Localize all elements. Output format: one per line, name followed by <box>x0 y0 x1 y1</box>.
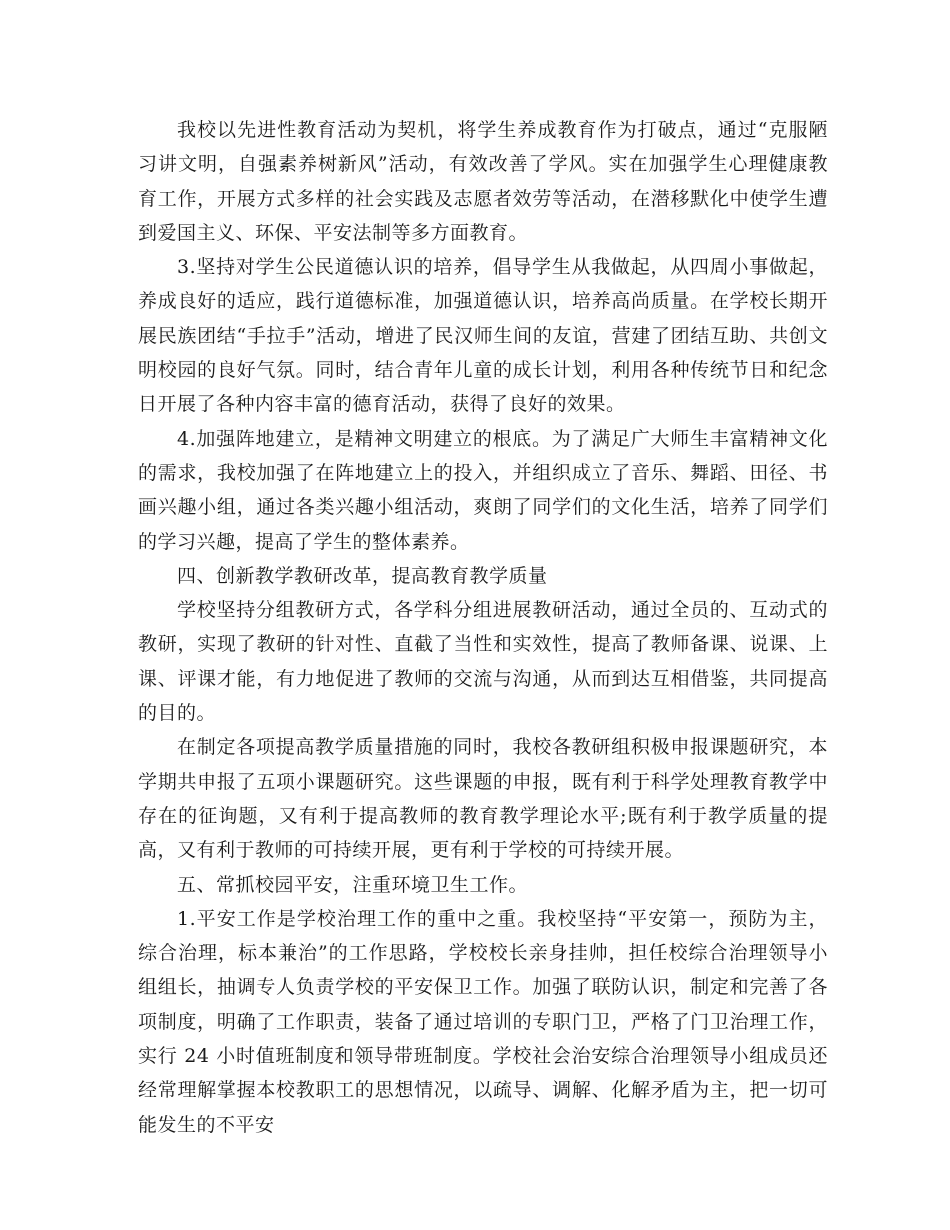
paragraph-group-research: 学校坚持分组教研方式，各学科分组进展教研活动，通过全员的、互动式的教研，实现了教研的针对性、直截了当性和实效性，提高了教师备课、说课、上课、评课才能，有力地促进了教师的交流与沟通，从而到达互相借鉴，共同提高的目的。 <box>138 599 828 725</box>
paragraph-research-topics: 在制定各项提高教学质量措施的同时，我校各教研组积极申报课题研究，本学期共申报了五项小课题研究。这些课题的申报，既有利于科学处理教育教学中存在的征询题，又有利于提高教师的教育教学理论水平;既有利于教学质量的提高，又有利于教师的可持续开展，更有利于学校的可持续开展。 <box>138 736 828 862</box>
paragraph-safety-work: 1.平安工作是学校治理工作的重中之重。我校坚持“平安第一，预防为主，综合治理，标本兼治”的工作思路，学校校长亲身挂帅，担任校综合治理领导小组组长，抽调专人负责学校的平安保卫工作。加强了联防认识，制定和完善了各项制度，明确了工作职责，装备了通过培训的专职门卫，严格了门卫治理工作，实行 24 小时值班制度和领导带班制度。学校社会治安综合治理领导小组成员还经常理解掌握本校教职工的思想情况，以疏导、调解、化解矛盾为主，把一切可能发生的不平安 <box>138 907 828 1136</box>
section-heading-teaching-reform: 四、创新教学教研改革，提高教育教学质量 <box>177 564 548 587</box>
paragraph-student-habits: 我校以先进性教育活动为契机，将学生养成教育作为打破点，通过“克服陋习讲文明，自强素养树新风”活动，有效改善了学风。实在加强学生心理健康教育工作，开展方式多样的社会实践及志愿者效劳等活动，在潜移默化中使学生遭到爱国主义、环保、平安法制等多方面教育。 <box>138 119 828 244</box>
paragraph-cultural-positions: 4.加强阵地建立，是精神文明建立的根底。为了满足广大师生丰富精神文化的需求，我校加强了在阵地建立上的投入，并组织成立了音乐、舞蹈、田径、书画兴趣小组，通过各类兴趣小组活动，爽朗了同学们的文化生活，培养了同学们的学习兴趣，提高了学生的整体素养。 <box>138 427 828 553</box>
paragraph-moral-education: 3.坚持对学生公民道德认识的培养，倡导学生从我做起，从四周小事做起，养成良好的适应，践行道德标准，加强道德认识，培养高尚质量。在学校长期开展民族团结“手拉手”活动，增进了民汉师生间的友谊，营建了团结互助、共创文明校园的良好气氛。同时，结合青年儿童的成长计划，利用各种传统节日和纪念日开展了各种内容丰富的德育活动，获得了良好的效果。 <box>138 256 828 416</box>
document-page <box>138 113 828 1142</box>
section-heading-campus-safety: 五、常抓校园平安，注重环境卫生工作。 <box>177 873 529 896</box>
